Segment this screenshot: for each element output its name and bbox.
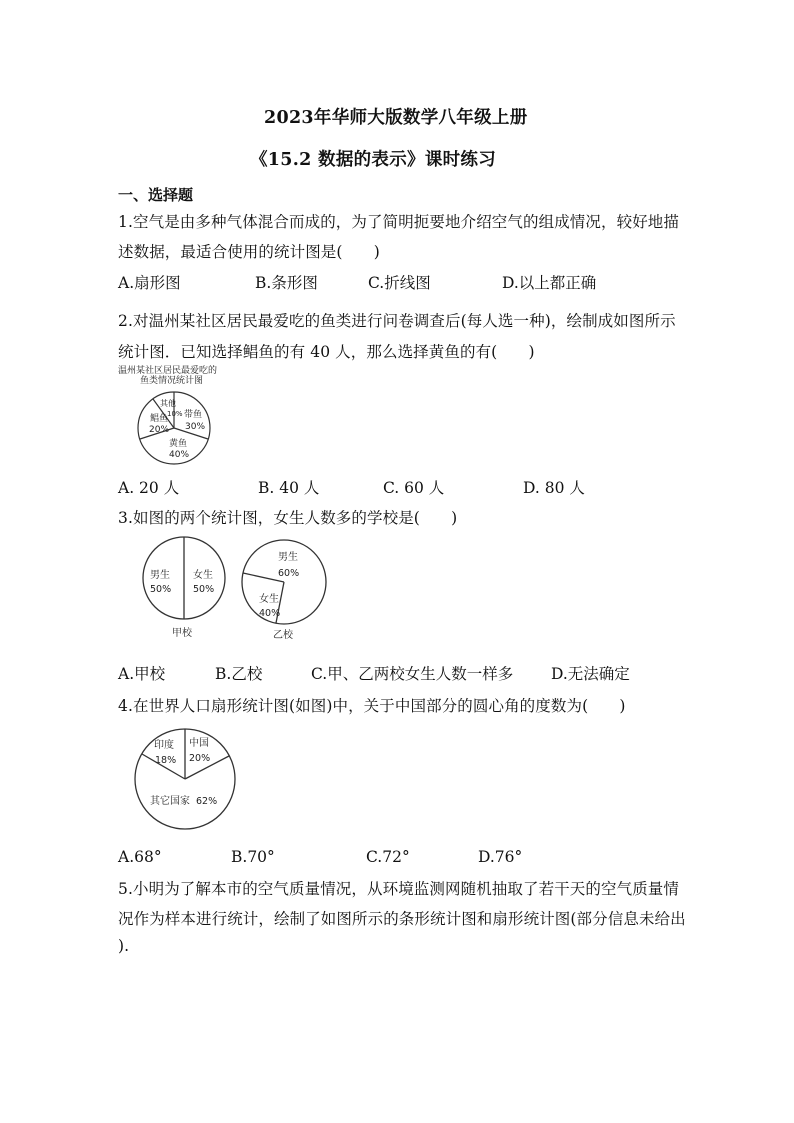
q3-option-b: B.乙校 xyxy=(215,665,263,683)
q3-school-a-pie-chart xyxy=(140,534,230,644)
q5-text-line2: 况作为样本进行统计，绘制了如图所示的条形统计图和扇形统计图(部分信息未给出 xyxy=(118,910,686,928)
q3-text-line1: 3.如图的两个统计图，女生人数多的学校是( ) xyxy=(118,509,458,527)
q4-option-c: C.72° xyxy=(366,848,410,866)
q3-school-b-pie-chart xyxy=(238,536,332,646)
q2-option-c: C. 60 人 xyxy=(383,479,445,497)
q2-text-line1: 2.对温州某社区居民最爱吃的鱼类进行问卷调查后(每人选一种)，绘制成如图所示 xyxy=(118,312,676,330)
q2-slice-croaker-name: 黄鱼 xyxy=(169,439,188,449)
q3-option-c: C.甲、乙两校女生人数一样多 xyxy=(311,665,514,683)
q3a-caption: 甲校 xyxy=(172,628,192,639)
q3b-caption: 乙校 xyxy=(273,630,293,641)
q2-fish-pie-chart xyxy=(114,364,246,468)
q3b-slice-boys-name: 男生 xyxy=(278,552,298,563)
q2-slice-pomfret-label: 20% xyxy=(149,425,170,435)
q2-figure-title-line2: 鱼类情况统计图 xyxy=(140,376,204,386)
q4-option-a: A.68° xyxy=(118,848,162,866)
q4-slice-others-name: 其它国家 xyxy=(150,796,190,807)
q4-slice-china-name: 中国 xyxy=(189,738,209,749)
q2-slice-croaker-label: 40% xyxy=(169,450,190,460)
q1-text-line2: 述数据，最适合使用的统计图是( ) xyxy=(118,243,380,261)
q1-text-line1: 1.空气是由多种气体混合而成的，为了简明扼要地介绍空气的组成情况，较好地描 xyxy=(118,213,679,231)
q2-slice-pomfret-name: 鲳鱼 xyxy=(150,414,169,424)
doc-title: 2023年华师大版数学八年级上册 xyxy=(264,108,528,128)
q1-option-b: B.条形图 xyxy=(255,274,318,292)
q2-option-d: D. 80 人 xyxy=(523,479,585,497)
q1-option-d: D.以上都正确 xyxy=(502,274,597,292)
q5-text-line1: 5.小明为了解本市的空气质量情况，从环境监测网随机抽取了若干天的空气质量情 xyxy=(118,880,679,898)
q2-slice-other-name: 其他 xyxy=(160,399,176,408)
q3b-slice-girls-label: 40% xyxy=(259,608,281,619)
q3a-slice-girls-label: 50% xyxy=(193,584,215,595)
q3-option-d: D.无法确定 xyxy=(551,665,630,683)
q4-slice-china-label: 20% xyxy=(189,753,211,764)
q5-text-line3: ). xyxy=(118,937,130,955)
q3-option-a: A.甲校 xyxy=(118,665,166,683)
q2-slice-ribbonfish-name: 带鱼 xyxy=(184,410,203,420)
doc-subtitle: 《15.2 数据的表示》课时练习 xyxy=(250,150,497,170)
q3b-slice-boys-label: 60% xyxy=(278,568,300,579)
q4-option-b: B.70° xyxy=(231,848,275,866)
q2-slice-other-label: 10% xyxy=(167,410,183,418)
q2-option-b: B. 40 人 xyxy=(258,479,320,497)
q2-option-a: A. 20 人 xyxy=(118,479,180,497)
q3a-slice-boys-name: 男生 xyxy=(150,570,170,581)
q3a-slice-boys-label: 50% xyxy=(150,584,172,595)
q4-world-population-pie-chart xyxy=(132,726,238,832)
q4-option-d: D.76° xyxy=(478,848,523,866)
q4-text-line1: 4.在世界人口扇形统计图(如图)中，关于中国部分的圆心角的度数为( ) xyxy=(118,697,626,715)
q1-option-c: C.折线图 xyxy=(368,274,431,292)
q2-text-line2: 统计图．已知选择鲳鱼的有 40 人，那么选择黄鱼的有( ) xyxy=(118,343,535,361)
q3a-slice-girls-name: 女生 xyxy=(193,570,213,581)
q4-slice-india-name: 印度 xyxy=(154,740,174,751)
section-heading: 一、选择题 xyxy=(118,186,194,204)
q4-slice-others-label: 62% xyxy=(196,796,218,807)
q2-slice-ribbonfish-label: 30% xyxy=(185,422,206,432)
q2-figure-title-line1: 温州某社区居民最爱吃的 xyxy=(118,366,218,376)
q4-slice-india-label: 18% xyxy=(155,755,177,766)
q3b-slice-girls-name: 女生 xyxy=(259,594,279,605)
q1-option-a: A.扇形图 xyxy=(118,274,181,292)
